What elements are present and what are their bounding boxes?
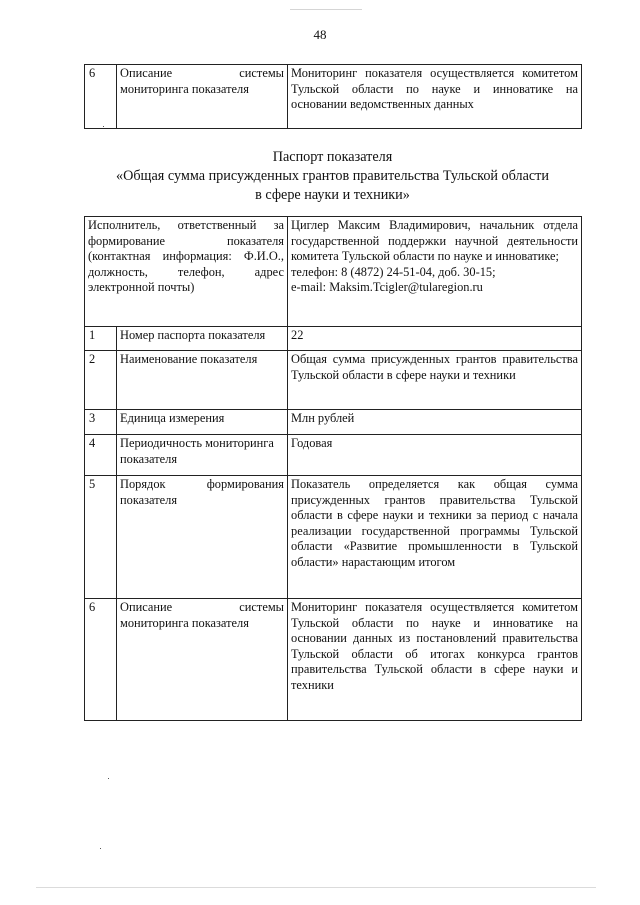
row-label: Описание системы мониторинга показателя (117, 599, 288, 721)
passport-title-line1: Паспорт показателя (272, 149, 393, 165)
row-value: Мониторинг показателя осуществляется комитетом Тульской области по науке и инноватике на основании данных из постановлений правительства Тульской области об итогах конкурса грантов правительства Тульской области в сфере науки и техники (288, 599, 582, 721)
responsible-name: Циглер Максим Владимирович, начальник отдела государственной поддержки научной деятельности комитета Тульской области по науке и инноватике; (291, 218, 578, 263)
page-number: 48 (313, 27, 327, 42)
row-value: 22 (288, 327, 582, 351)
row-label: Порядок формирования показателя (117, 476, 288, 599)
responsible-value (288, 217, 582, 327)
row-value: Млн рублей (288, 410, 582, 435)
table-row (85, 65, 582, 129)
row-number: 5 (85, 476, 117, 599)
table-row (85, 435, 582, 476)
row-label: Описание системы мониторинга показателя (117, 65, 288, 129)
responsible-row (85, 217, 582, 327)
table-row (85, 410, 582, 435)
row-label: Периодичность мониторинга показателя (117, 435, 288, 476)
responsible-label: Исполнитель, ответственный за формирование показателя (контактная информация: Ф.И.О., должность, телефон, адрес электронной почты) (85, 217, 288, 327)
table-row (85, 599, 582, 721)
row-value: Мониторинг показателя осуществляется комитетом Тульской области по науке и инноватике на основании ведомственных данных (288, 65, 582, 129)
row-value: Показатель определяется как общая сумма присужденных грантов правительства Тульской области в сфере науки и техники за период с начала реализации государственной программы Тульской области «Развитие промышленности в Тульской области» нарастающим итогом (288, 476, 582, 599)
row-label: Номер паспорта показателя (117, 327, 288, 351)
row-number: 6 (85, 599, 117, 721)
row-number: 2 (85, 351, 117, 410)
responsible-phone: телефон: 8 (4872) 24-51-04, доб. 30-15; (291, 264, 496, 279)
scan-mark-bottom (36, 887, 596, 888)
row-label: Наименование показателя (117, 351, 288, 410)
passport-title-line2: «Общая сумма присужденных грантов правительства Тульской области (116, 168, 549, 184)
row-label: Единица измерения (117, 410, 288, 435)
passport-table (84, 216, 582, 721)
scan-mark-top (290, 9, 362, 10)
row-number: 1 (85, 327, 117, 351)
table-row (85, 476, 582, 599)
responsible-email: e-mail: Maksim.Tcigler@tularegion.ru (291, 280, 483, 294)
row-number: 3 (85, 410, 117, 435)
passport-title-line3: в сфере науки и техники» (255, 187, 410, 203)
table-row (85, 351, 582, 410)
row-value: Годовая (288, 435, 582, 476)
row-number: 6 (85, 65, 117, 129)
continuation-table (84, 64, 582, 129)
table-row (85, 327, 582, 351)
row-value: Общая сумма присужденных грантов правительства Тульской области в сфере науки и техники (288, 351, 582, 410)
scan-dot (108, 778, 109, 779)
scan-dot (100, 848, 101, 849)
row-number: 4 (85, 435, 117, 476)
